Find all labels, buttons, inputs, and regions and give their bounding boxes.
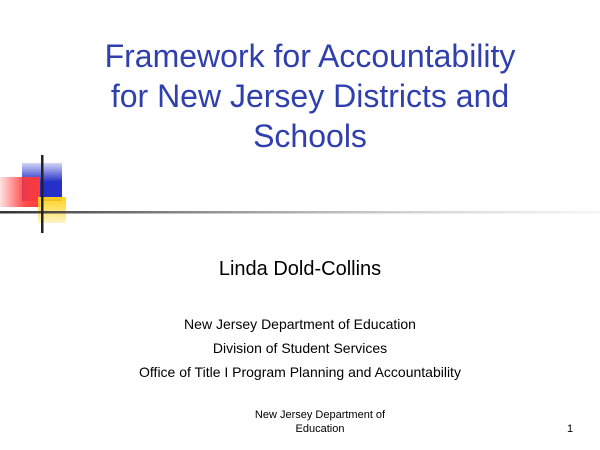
footer-line-1: New Jersey Department of	[254, 409, 386, 421]
decor-vertical-line	[41, 155, 44, 233]
footer-text	[240, 408, 400, 436]
title-line-3: Schools	[253, 118, 367, 154]
decorative-graphic	[0, 155, 600, 235]
decor-horizontal-line	[0, 211, 600, 214]
title-line-2: for New Jersey Districts and	[110, 78, 510, 114]
decor-red-square	[0, 177, 40, 207]
affiliation-line-1: New Jersey Department of Education	[184, 316, 416, 332]
affiliation-line-2: Division of Student Services	[212, 340, 388, 356]
title-line-1: Framework for Accountability	[104, 38, 516, 74]
page-number: 1	[566, 423, 574, 435]
affiliation-line-3: Office of Title I Program Planning and Accountability	[139, 364, 461, 380]
slide-title	[40, 36, 580, 156]
presenter-name: Linda Dold-Collins	[218, 258, 382, 280]
footer-line-2: Education	[295, 423, 345, 435]
